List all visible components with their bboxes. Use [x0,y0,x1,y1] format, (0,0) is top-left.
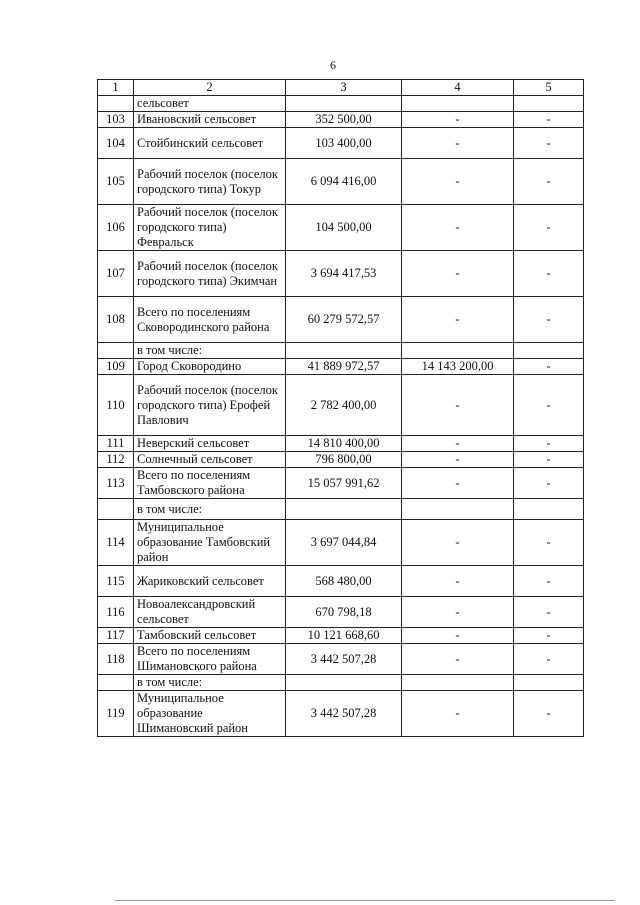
table-row [98,566,584,597]
column-4-cell [402,499,514,520]
settlement-name-cell: Рабочий поселок (поселок городского типа) Ерофей Павлович [134,375,286,436]
table-row [98,251,584,297]
amount-cell [286,343,402,359]
table-row [98,159,584,205]
settlement-name-cell: Всего по поселениям Сковородинского района [134,297,286,343]
amount-cell [286,675,402,691]
row-number-cell: 108 [98,297,134,343]
row-number-cell: 111 [98,436,134,452]
column-4-cell: 14 143 200,00 [402,359,514,375]
settlement-name-cell: Ивановский сельсовет [134,112,286,128]
amount-cell: 3 697 044,84 [286,520,402,566]
column-5-cell: - [514,112,584,128]
column-5-cell [514,96,584,112]
table-row [98,597,584,628]
column-5-cell: - [514,297,584,343]
amount-cell: 568 480,00 [286,566,402,597]
column-4-cell: - [402,128,514,159]
amount-cell: 104 500,00 [286,205,402,251]
row-number-cell: 117 [98,628,134,644]
budget-table [97,79,584,737]
settlement-name-cell: Всего по поселениям Тамбовского района [134,468,286,499]
column-4-cell: - [402,112,514,128]
header-cell-5: 5 [514,80,584,96]
row-number-cell: 113 [98,468,134,499]
amount-cell: 352 500,00 [286,112,402,128]
column-4-cell: - [402,566,514,597]
settlement-name-cell: Муниципальное образование Шимановский район [134,691,286,737]
table-row [98,452,584,468]
column-4-cell: - [402,691,514,737]
settlement-name-cell: Муниципальное образование Тамбовский район [134,520,286,566]
table-row [98,644,584,675]
scan-edge-line [115,900,615,901]
row-number-cell [98,343,134,359]
column-4-cell [402,675,514,691]
table-row [98,359,584,375]
table-row [98,375,584,436]
amount-cell: 796 800,00 [286,452,402,468]
settlement-name-cell: Новоалександровский сельсовет [134,597,286,628]
column-5-cell: - [514,520,584,566]
column-4-cell: - [402,468,514,499]
table-row [98,96,584,112]
settlement-name-cell: Жариковский сельсовет [134,566,286,597]
amount-cell: 14 810 400,00 [286,436,402,452]
column-4-cell: - [402,375,514,436]
column-4-cell: - [402,644,514,675]
row-number-cell [98,96,134,112]
amount-cell: 2 782 400,00 [286,375,402,436]
row-number-cell: 109 [98,359,134,375]
settlement-name-cell: Тамбовский сельсовет [134,628,286,644]
column-5-cell: - [514,205,584,251]
column-5-cell: - [514,628,584,644]
column-5-cell: - [514,436,584,452]
row-number-cell: 119 [98,691,134,737]
column-4-cell: - [402,159,514,205]
header-cell-3: 3 [286,80,402,96]
amount-cell: 3 442 507,28 [286,644,402,675]
column-4-cell: - [402,597,514,628]
page-number: 6 [330,58,336,72]
row-number-cell: 107 [98,251,134,297]
settlement-name-cell: сельсовет [134,96,286,112]
column-5-cell: - [514,468,584,499]
settlement-name-cell: в том числе: [134,343,286,359]
amount-cell: 6 094 416,00 [286,159,402,205]
settlement-name-cell: Рабочий поселок (поселок городского типа) Экимчан [134,251,286,297]
table-row [98,297,584,343]
amount-cell: 41 889 972,57 [286,359,402,375]
header-row [98,80,584,96]
amount-cell [286,499,402,520]
row-number-cell: 115 [98,566,134,597]
column-5-cell [514,675,584,691]
amount-cell: 3 694 417,53 [286,251,402,297]
row-number-cell: 118 [98,644,134,675]
settlement-name-cell: Всего по поселениям Шимановского района [134,644,286,675]
column-4-cell [402,96,514,112]
row-number-cell [98,499,134,520]
column-5-cell: - [514,375,584,436]
row-number-cell: 103 [98,112,134,128]
table-row [98,343,584,359]
table-row [98,436,584,452]
settlement-name-cell: в том числе: [134,499,286,520]
column-4-cell: - [402,436,514,452]
table-row [98,205,584,251]
column-5-cell: - [514,566,584,597]
row-number-cell: 105 [98,159,134,205]
column-4-cell: - [402,297,514,343]
row-number-cell: 106 [98,205,134,251]
amount-cell: 15 057 991,62 [286,468,402,499]
amount-cell: 10 121 668,60 [286,628,402,644]
settlement-name-cell: Стойбинский сельсовет [134,128,286,159]
settlement-name-cell: в том числе: [134,675,286,691]
table-row [98,112,584,128]
settlement-name-cell: Город Сковородино [134,359,286,375]
table-row [98,675,584,691]
column-5-cell: - [514,644,584,675]
table-row [98,628,584,644]
column-5-cell [514,343,584,359]
header-cell-1: 1 [98,80,134,96]
column-4-cell: - [402,452,514,468]
column-5-cell: - [514,159,584,205]
table-row [98,468,584,499]
header-cell-4: 4 [402,80,514,96]
column-4-cell: - [402,205,514,251]
row-number-cell [98,675,134,691]
table-row [98,128,584,159]
settlement-name-cell: Рабочий поселок (поселок городского типа) Февральск [134,205,286,251]
column-5-cell: - [514,691,584,737]
amount-cell: 103 400,00 [286,128,402,159]
amount-cell: 3 442 507,28 [286,691,402,737]
column-5-cell: - [514,128,584,159]
settlement-name-cell: Неверский сельсовет [134,436,286,452]
header-cell-2: 2 [134,80,286,96]
column-5-cell: - [514,359,584,375]
column-4-cell: - [402,520,514,566]
amount-cell: 60 279 572,57 [286,297,402,343]
column-5-cell [514,499,584,520]
amount-cell: 670 798,18 [286,597,402,628]
row-number-cell: 104 [98,128,134,159]
row-number-cell: 110 [98,375,134,436]
row-number-cell: 114 [98,520,134,566]
settlement-name-cell: Рабочий поселок (поселок городского типа) Токур [134,159,286,205]
row-number-cell: 112 [98,452,134,468]
settlement-name-cell: Солнечный сельсовет [134,452,286,468]
table-row [98,691,584,737]
column-4-cell: - [402,251,514,297]
amount-cell [286,96,402,112]
table-row [98,520,584,566]
column-4-cell [402,343,514,359]
column-5-cell: - [514,597,584,628]
row-number-cell: 116 [98,597,134,628]
column-5-cell: - [514,251,584,297]
column-4-cell: - [402,628,514,644]
column-5-cell: - [514,452,584,468]
table-row [98,499,584,520]
